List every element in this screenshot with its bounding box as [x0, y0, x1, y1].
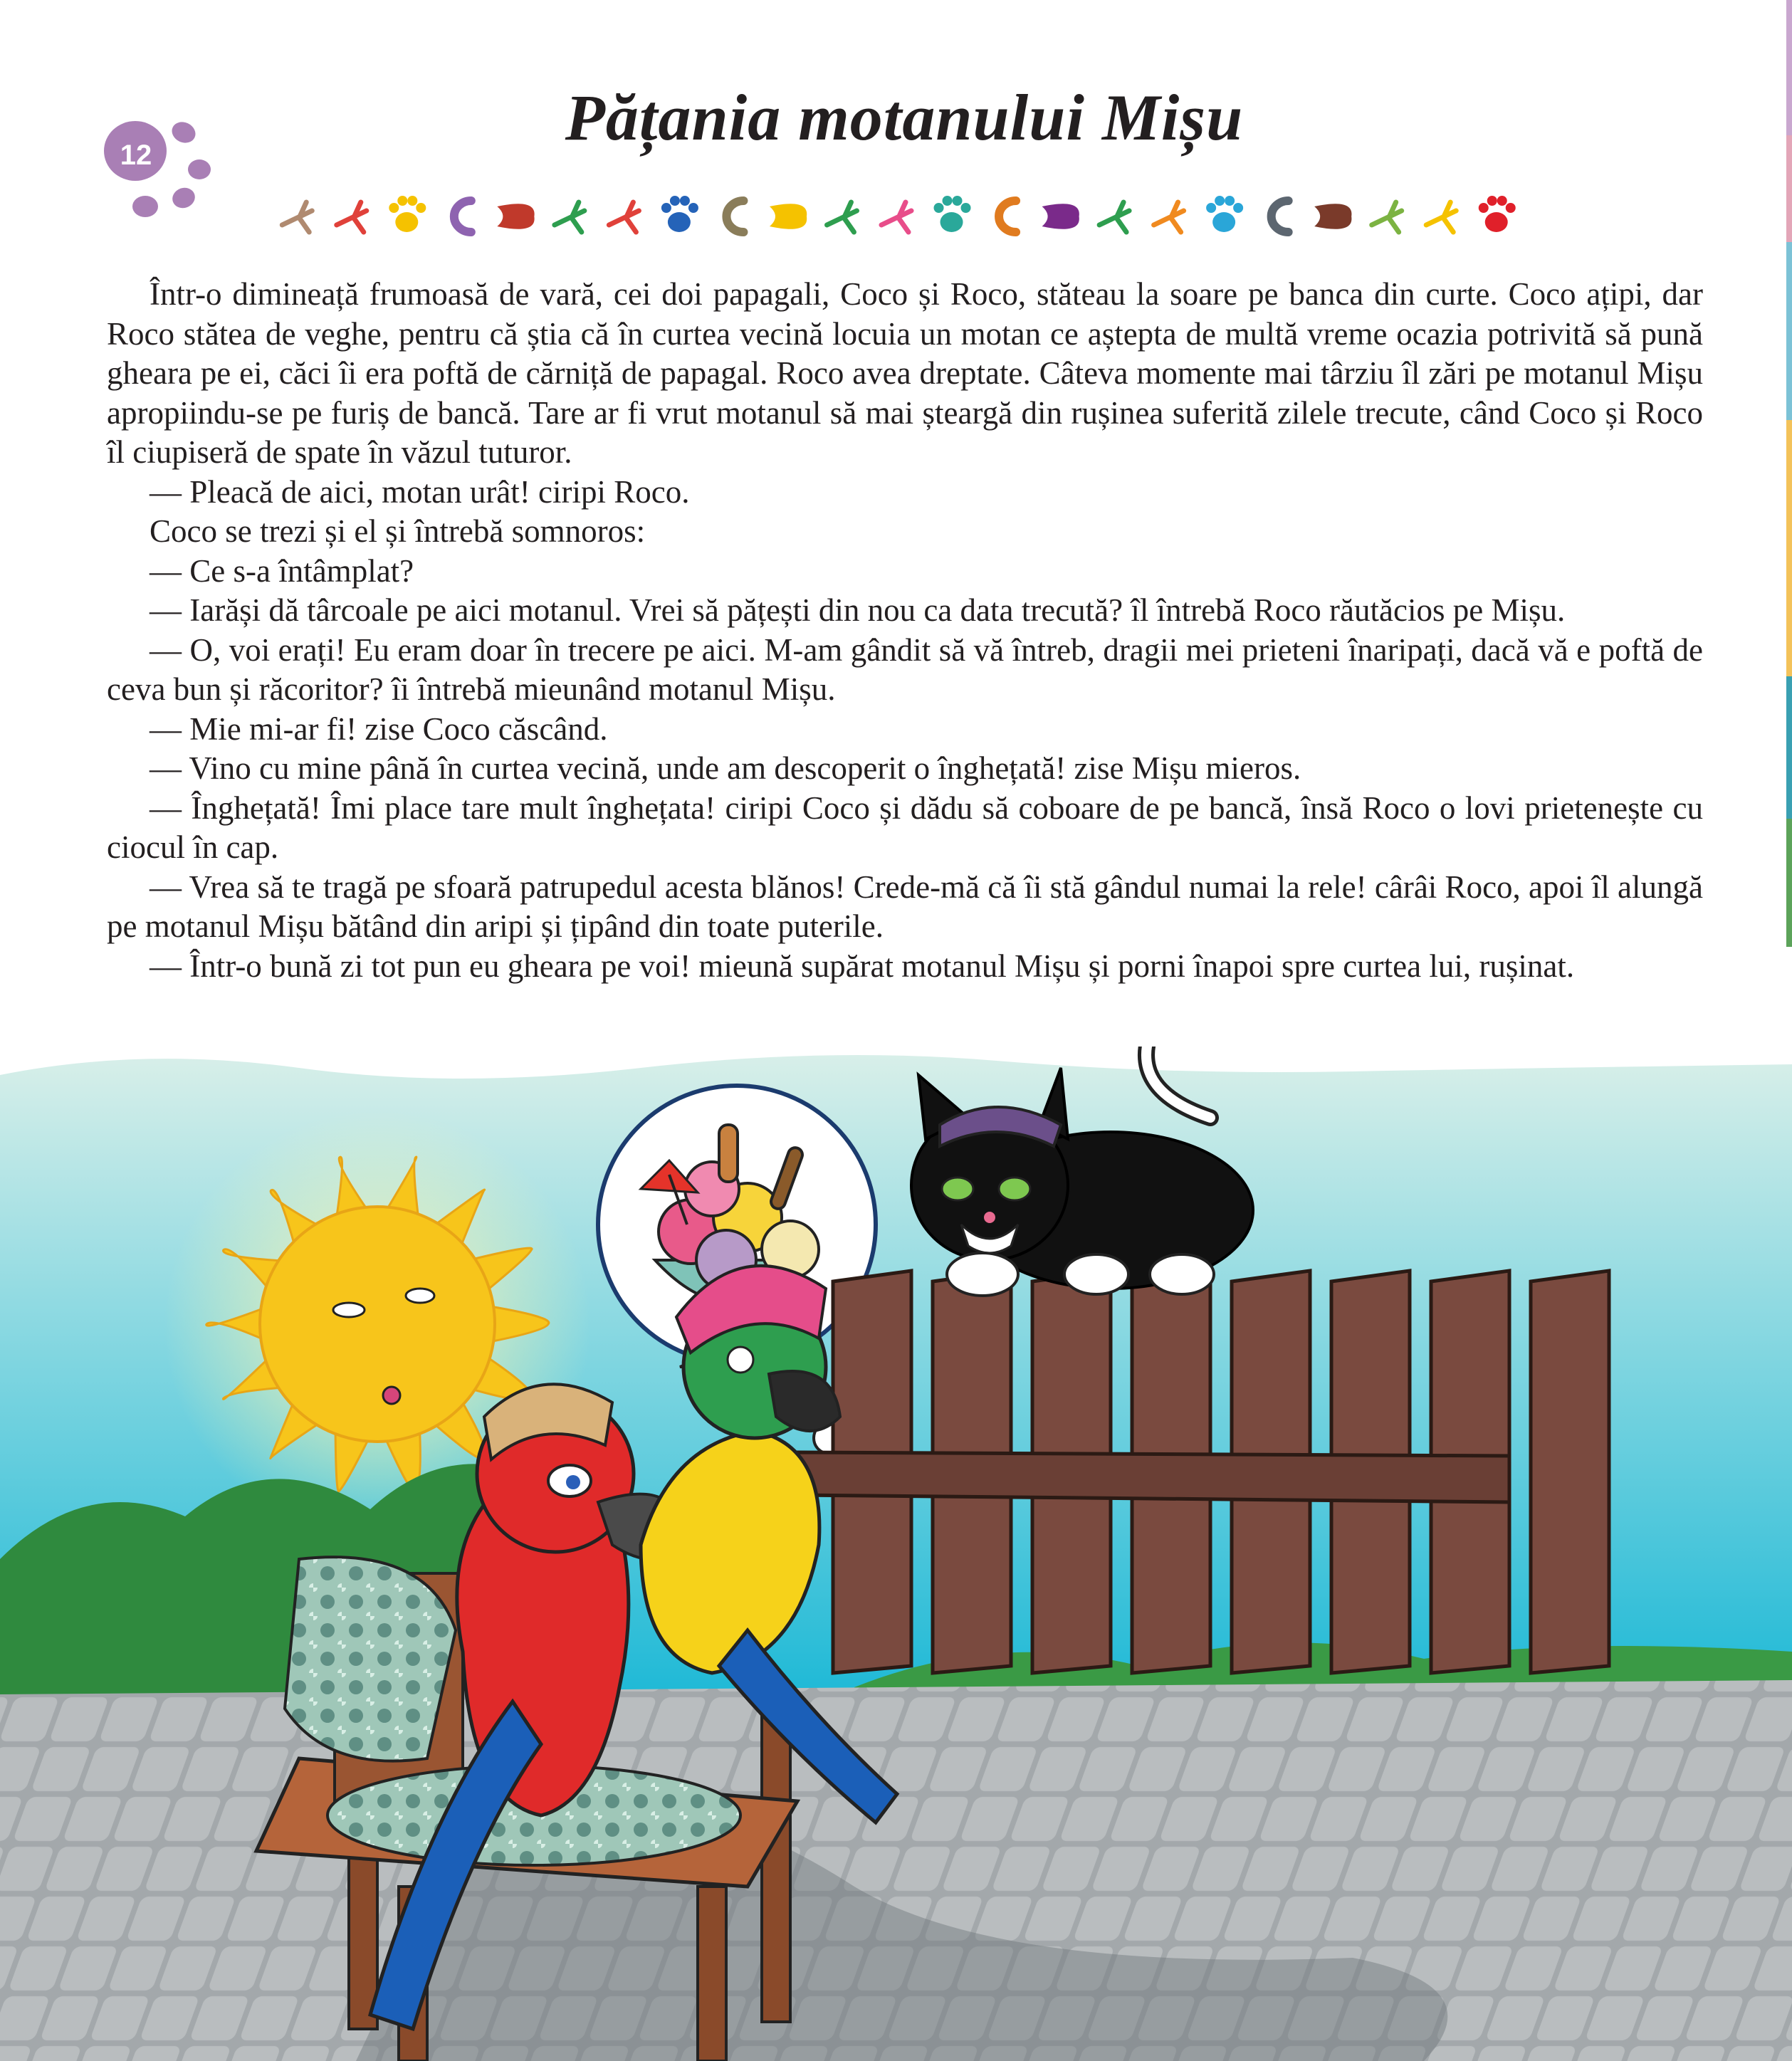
paw-toe — [169, 184, 198, 211]
hoof-print-icon — [1042, 204, 1079, 229]
story-text — [107, 275, 1703, 986]
edge-tab — [1786, 242, 1792, 420]
story-paragraph: — Într-o bună zi tot pun eu gheara pe voi! mieună supărat motanul Mișu și porni înapoi spre curtea lui, rușinat. — [150, 948, 1575, 984]
bird-track-icon — [337, 202, 367, 232]
story-paragraph: — Pleacă de aici, motan urât! ciripi Roco. — [150, 473, 690, 510]
paw-print-icon — [1479, 196, 1516, 232]
story-paragraph: — Ce s-a întâmplat? — [150, 552, 414, 589]
paw-print-icon — [934, 196, 971, 232]
hoof-print-icon — [1314, 204, 1351, 229]
paw-print-icon — [661, 196, 698, 232]
bird-track-icon — [555, 202, 585, 232]
bird-track-icon — [1099, 202, 1129, 232]
paw-toe — [132, 196, 158, 217]
story-paragraph: — Înghețată! Îmi place tare mult înghețata! ciripi Coco și dădu să coboare de pe bancă, însă Roco o lovi prietenește cu ciocul în cap. — [107, 790, 1703, 865]
horseshoe-icon — [999, 201, 1016, 232]
horseshoe-icon — [726, 201, 743, 232]
hoof-print-icon — [770, 204, 807, 229]
story-paragraph: — Iarăși dă târcoale pe aici motanul. Vrei să pățești din nou ca data trecută? îl întrebă Roco răutăcios pe Mișu. — [150, 592, 1566, 628]
story-paragraph: Într-o dimineață frumoasă de vară, cei doi papagali, Coco și Roco, stăteau la soare pe banca din curte. Coco ațipi, dar Roco stătea de veghe, pentru că știa că în curtea vecină locuia un motan ce aștepta de multă vreme ocazia potrivită să pună gheara pe ei, căci îi era poftă de cărniță de papagal. Roco avea dreptate. Câteva momente mai târziu îl zări pe motanul Mișu apropiindu-se pe furiș de bancă. Tare ar fi vrut motanul să mai șteargă din rușinea suferită zilele trecute, când Coco și Roco îl ciupiseră de spate în văzul tuturor. — [107, 276, 1703, 470]
bird-track-icon — [609, 202, 639, 232]
page-number: 12 — [120, 140, 152, 171]
bird-track-icon — [1154, 202, 1184, 232]
horseshoe-icon — [1272, 201, 1289, 232]
edge-tab — [1786, 0, 1792, 135]
story-paragraph: — Mie mi-ar fi! zise Coco căscând. — [150, 710, 608, 747]
paw-toe — [169, 118, 199, 147]
fence-rail — [797, 1452, 1509, 1502]
bird-track-icon — [282, 202, 312, 232]
story-paragraph: — O, voi erați! Eu eram doar în trecere pe aici. M-am gândit să vă întreb, dragii mei prieteni înaripați, dacă vă e poftă de ceva bun și răcoritor? îi întrebă mieunând motanul Mișu. — [107, 631, 1703, 707]
story-illustration — [0, 1047, 1792, 2061]
bird-track-icon — [1426, 202, 1456, 232]
horseshoe-icon — [454, 201, 471, 232]
hoof-print-icon — [497, 204, 534, 229]
story-paragraph: Coco se trezi și el și întrebă somnoros: — [150, 513, 646, 549]
paw-toe — [188, 159, 211, 179]
edge-tab — [1786, 420, 1792, 676]
paw-print-icon — [389, 196, 426, 232]
fence-plank — [1531, 1271, 1609, 1673]
edge-tab — [1786, 819, 1792, 947]
sun-face — [260, 1207, 495, 1442]
story-paragraph: — Vrea să te tragă pe sfoară patrupedul acesta blănos! Crede-mă că îi stă gândul numai la rele! cârâi Roco, apoi îl alungă pe motanul Mișu bătând din aripi și țipând din toate puterile. — [107, 869, 1703, 944]
footprint-row — [271, 188, 1524, 245]
page-title: Pățania motanului Mișu — [565, 81, 1244, 154]
bird-track-icon — [827, 202, 856, 232]
bird-track-icon — [881, 202, 911, 232]
bird-track-icon — [1372, 202, 1402, 232]
edge-tab — [1786, 135, 1792, 242]
edge-tab — [1786, 676, 1792, 819]
paw-print-icon — [1206, 196, 1243, 232]
story-paragraph: — Vino cu mine până în curtea vecină, unde am descoperit o înghețată! zise Mișu mieros. — [150, 750, 1301, 786]
